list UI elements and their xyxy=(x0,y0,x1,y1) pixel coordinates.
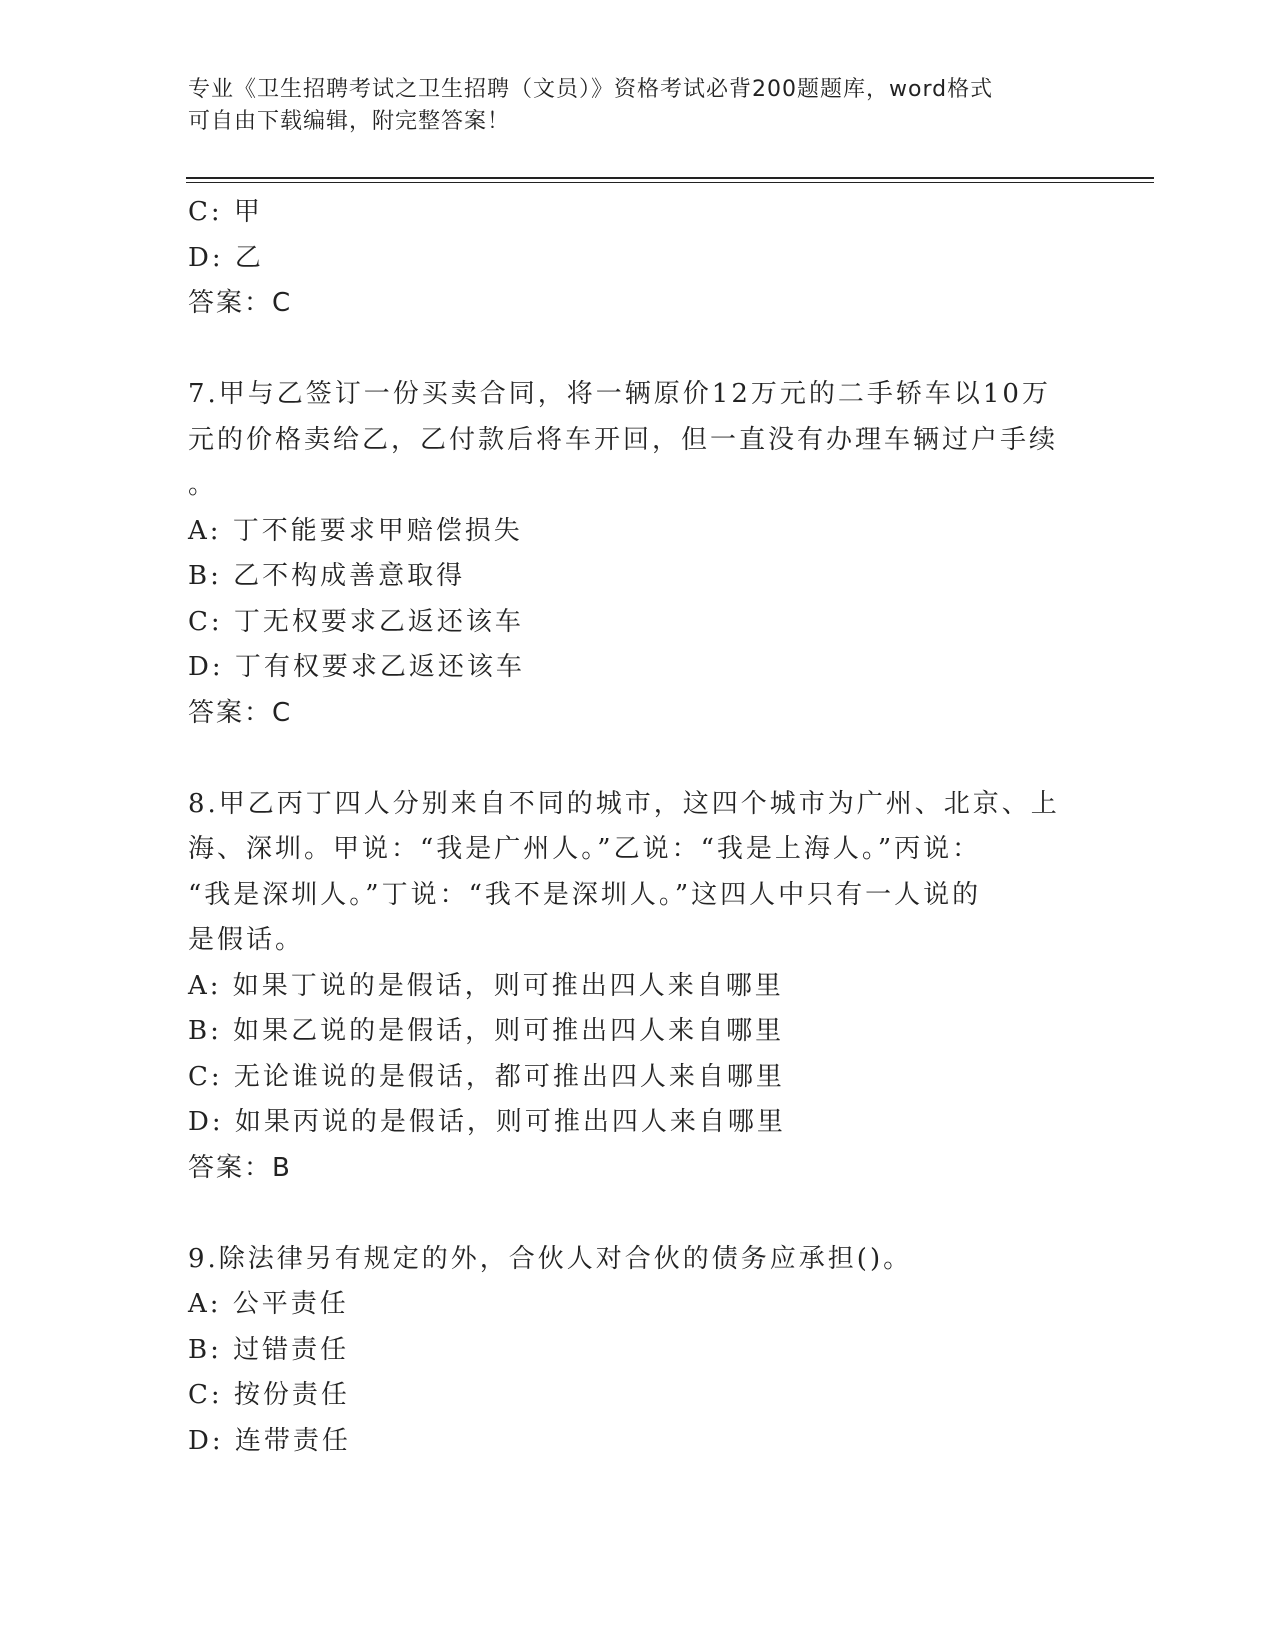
question-stem-line: 7.甲与乙签订一份买卖合同，将一辆原价12万元的二手轿车以10万 xyxy=(188,379,1051,409)
option-d: D: 连带责任 xyxy=(188,1425,351,1456)
question-7 xyxy=(188,372,1068,736)
spacer xyxy=(188,736,1068,782)
answer: 答案：B xyxy=(188,1152,292,1183)
answer: 答案：C xyxy=(188,288,293,318)
document-header xyxy=(188,74,1068,138)
option-c: C: 丁无权要求乙返还该车 xyxy=(188,606,524,637)
document-body xyxy=(188,190,1068,1464)
header-line-1: 专业《卫生招聘考试之卫生招聘（文员）》资格考试必背200题题库，word格式 xyxy=(188,77,994,102)
option-b: B: 如果乙说的是假话，则可推出四人来自哪里 xyxy=(188,1016,785,1046)
question-8 xyxy=(188,782,1068,1192)
option-b: B: 乙不构成善意取得 xyxy=(188,561,466,591)
option-a: A: 如果丁说的是假话，则可推出四人来自哪里 xyxy=(188,970,784,1001)
option-c: C: 按份责任 xyxy=(188,1380,350,1410)
question-9 xyxy=(188,1237,1068,1465)
question-stem-line: 元的价格卖给乙，乙付款后将车开回，但一直没有办理车辆过户手续 xyxy=(188,424,1059,455)
question-stem-line: 8.甲乙丙丁四人分别来自不同的城市，这四个城市为广州、北京、上 xyxy=(188,788,1060,819)
header-divider-thin xyxy=(186,182,1154,183)
question-stem-line: 。 xyxy=(188,470,218,500)
header-divider-thick xyxy=(186,177,1154,179)
spacer xyxy=(188,327,1068,373)
option-b: B: 过错责任 xyxy=(188,1334,350,1365)
question-stem-line: “我是深圳人。”丁说：“我不是深圳人。”这四人中只有一人说的 xyxy=(188,879,982,910)
option-d: D: 如果丙说的是假话，则可推出四人来自哪里 xyxy=(188,1107,786,1137)
header-line-2: 可自由下载编辑，附完整答案！ xyxy=(188,109,511,134)
spacer xyxy=(188,1191,1068,1237)
option-d: D: 丁有权要求乙返还该车 xyxy=(188,652,525,682)
answer: 答案：C xyxy=(188,697,293,728)
option-a: A: 丁不能要求甲赔偿损失 xyxy=(188,515,523,546)
option-c: C: 甲 xyxy=(188,197,263,227)
option-a: A: 公平责任 xyxy=(188,1289,349,1319)
option-d: D: 乙 xyxy=(188,242,264,273)
question-stem-line: 是假话。 xyxy=(188,925,305,955)
option-c: C: 无论谁说的是假话，都可推出四人来自哪里 xyxy=(188,1061,785,1092)
question-6-tail xyxy=(188,190,1068,327)
question-stem-line: 海、深圳。甲说：“我是广州人。”乙说：“我是上海人。”丙说： xyxy=(188,834,982,864)
question-stem-line: 9.除法律另有规定的外，合伙人对合伙的债务应承担()。 xyxy=(188,1243,913,1274)
